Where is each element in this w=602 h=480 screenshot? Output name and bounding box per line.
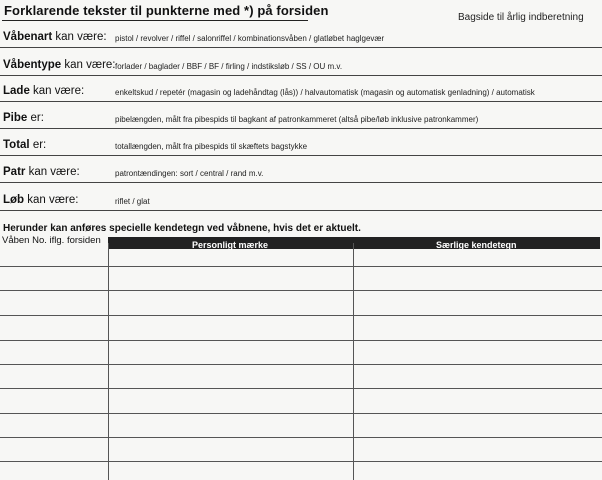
field-label: Pibe er: — [3, 112, 44, 124]
field-label: Lade kan være: — [3, 85, 85, 97]
field-label: Våbentype kan være: — [3, 59, 116, 71]
table-row-line — [0, 413, 602, 414]
field-value: totallængden, målt fra pibespids til skæftets bagstykke — [115, 142, 308, 151]
field-label: Våbenart kan være: — [3, 31, 107, 43]
column-header-special-features: Særlige kendetegn — [436, 240, 517, 250]
field-label: Patr kan være: — [3, 166, 80, 178]
field-value: pibelængden, målt fra pibespids til bagkant af patronkammeret (altså pibe/løb inklusive patronkammer) — [115, 115, 479, 124]
field-label: Total er: — [3, 139, 47, 151]
column-divider — [353, 243, 354, 480]
column-header-personal-mark: Personligt mærke — [192, 240, 269, 250]
divider — [0, 128, 602, 129]
field-value: patrontændingen: sort / central / rand m.v. — [115, 169, 264, 178]
field-row-lade — [0, 85, 602, 107]
field-row-pibe — [0, 112, 602, 134]
divider — [0, 155, 602, 156]
markings-table — [0, 233, 602, 480]
notes-heading: Herunder kan anføres specielle kendetegn ved våbnene, hvis det er aktuelt. — [3, 223, 361, 234]
field-row-vaabenart — [0, 31, 602, 53]
field-label: Løb kan være: — [3, 194, 79, 206]
divider — [0, 210, 602, 211]
field-value: riflet / glat — [115, 197, 150, 206]
table-row-line — [0, 290, 602, 291]
field-row-vaabentype — [0, 59, 602, 81]
table-row-line — [0, 315, 602, 316]
table-row-line — [0, 461, 602, 462]
field-row-total — [0, 139, 602, 161]
field-value: enkeltskud / repetér (magasin og ladehåndtag (lås)) / halvautomatisk (magasin og automatisk genladning) / automatisk — [115, 88, 535, 97]
table-row-line — [0, 388, 602, 389]
divider — [0, 75, 602, 76]
page-subtitle: Bagside til årlig indberetning — [458, 12, 584, 23]
table-row-line — [0, 364, 602, 365]
table-header-bar — [108, 237, 600, 249]
divider — [0, 101, 602, 102]
page-title: Forklarende tekster til punkterne med *) på forsiden — [4, 3, 329, 18]
title-underline — [2, 20, 308, 21]
divider — [0, 47, 602, 48]
column-header-weapon-no: Våben No. iflg. forsiden — [2, 235, 101, 246]
table-row-line — [0, 266, 602, 267]
field-value: forlader / baglader / BBF / BF / firling / indstiksløb / SS / OU m.v. — [115, 62, 343, 71]
field-row-patr — [0, 166, 602, 188]
divider — [0, 182, 602, 183]
field-row-loeb — [0, 194, 602, 216]
field-value: pistol / revolver / riffel / salonriffel / kombinationsvåben / glatløbet haglgevær — [115, 34, 385, 43]
column-divider — [108, 243, 109, 480]
table-row-line — [0, 340, 602, 341]
table-row-line — [0, 437, 602, 438]
